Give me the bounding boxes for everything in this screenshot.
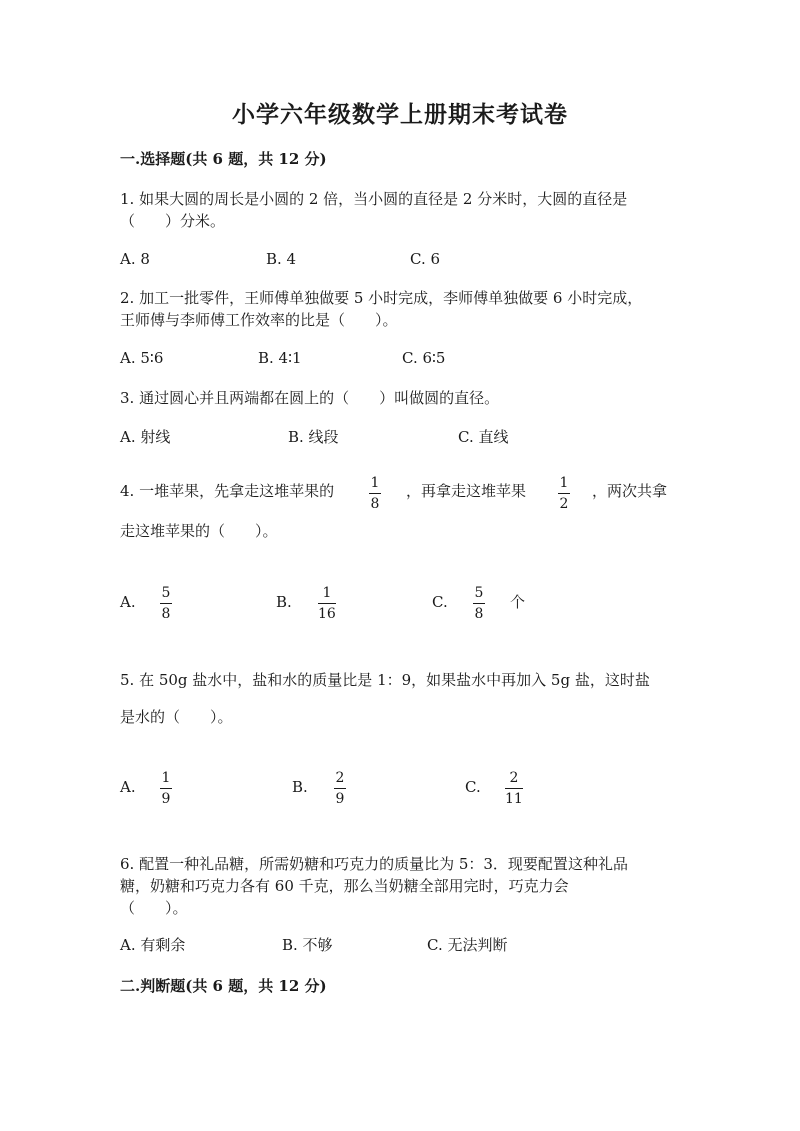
question-5-line-1: 5. 在 50g 盐水中，盐和水的质量比是 1：9，如果盐水中再加入 5g 盐，这时盐 (120, 671, 650, 689)
question-2-option-a: A. 5∶6 (120, 349, 164, 367)
numerator: 5 (161, 585, 171, 601)
question-1 (120, 188, 680, 232)
page-title: 小学六年级数学上册期末考试卷 (232, 101, 568, 128)
question-6-option-b: B. 不够 (282, 936, 333, 954)
question-5-option-b-fraction (334, 770, 346, 807)
question-2-line-2: 王师傅与李师傅工作效率的比是（ ）。 (120, 311, 398, 329)
question-4-option-c-unit: 个 (510, 593, 526, 611)
question-4-option-a-fraction (160, 585, 172, 622)
question-1-option-b: B. 4 (266, 250, 297, 268)
question-6 (120, 853, 680, 919)
fraction-bar (160, 788, 172, 789)
section-heading-judgment: 二.判断题(共 6 题，共 12 分) (120, 977, 327, 995)
question-4-option-b-label: B. (276, 593, 292, 611)
question-4-option-c-fraction (473, 585, 485, 622)
question-4-text-part-1: 4. 一堆苹果，先拿走这堆苹果的 (120, 482, 335, 500)
fraction-bar (558, 493, 570, 494)
numerator: 2 (509, 770, 519, 786)
question-2-option-b: B. 4∶1 (258, 349, 302, 367)
question-1-option-a: A. 8 (120, 250, 150, 268)
fraction-bar (473, 603, 485, 604)
question-3-option-c: C. 直线 (458, 428, 509, 446)
fraction-bar (160, 603, 172, 604)
numerator: 1 (322, 585, 332, 601)
fraction-bar (334, 788, 346, 789)
fraction-bar (318, 603, 336, 604)
question-4-option-c-label: C. (432, 593, 448, 611)
question-3-line-1: 3. 通过圆心并且两端都在圆上的（ ）叫做圆的直径。 (120, 389, 500, 407)
question-3-option-b: B. 线段 (288, 428, 339, 446)
question-4-text-part-2: ，再拿走这堆苹果 (406, 482, 527, 500)
question-1-option-c: C. 6 (410, 250, 441, 268)
question-3-option-a: A. 射线 (120, 428, 171, 446)
denominator: 16 (318, 606, 336, 622)
question-4-fraction-1 (369, 475, 381, 512)
question-4-text-part-3: ，两次共拿 (592, 482, 668, 500)
question-6-line-3: （ ）。 (120, 899, 188, 917)
numerator: 5 (474, 585, 484, 601)
question-5-option-a-fraction (160, 770, 172, 807)
denominator: 9 (161, 791, 171, 807)
fraction-bar (369, 493, 381, 494)
denominator: 2 (559, 496, 569, 512)
question-6-option-a: A. 有剩余 (120, 936, 186, 954)
question-4-option-b-fraction (318, 585, 336, 622)
section-heading-choice: 一.选择题(共 6 题，共 12 分) (120, 150, 327, 168)
question-2-option-c: C. 6∶5 (402, 349, 446, 367)
question-4-option-a-label: A. (120, 593, 136, 611)
numerator: 2 (335, 770, 345, 786)
question-5-option-c-fraction (505, 770, 523, 807)
question-5-option-c-label: C. (465, 778, 481, 796)
question-3 (120, 387, 680, 409)
denominator: 8 (370, 496, 380, 512)
question-6-option-c: C. 无法判断 (427, 936, 508, 954)
question-1-line-2: （ ）分米。 (120, 212, 226, 230)
denominator: 11 (505, 791, 523, 807)
denominator: 8 (161, 606, 171, 622)
denominator: 8 (474, 606, 484, 622)
question-6-line-1: 6. 配置一种礼品糖，所需奶糖和巧克力的质量比为 5：3．现要配置这种礼品 (120, 855, 628, 873)
denominator: 9 (335, 791, 345, 807)
numerator: 1 (559, 475, 569, 491)
question-1-line-1: 1. 如果大圆的周长是小圆的 2 倍，当小圆的直径是 2 分米时，大圆的直径是 (120, 190, 628, 208)
numerator: 1 (161, 770, 171, 786)
question-2 (120, 287, 680, 331)
question-4-line-2: 走这堆苹果的（ ）。 (120, 522, 278, 540)
fraction-bar (505, 788, 523, 789)
question-5-line-2: 是水的（ ）。 (120, 708, 233, 726)
numerator: 1 (370, 475, 380, 491)
question-2-line-1: 2. 加工一批零件，王师傅单独做要 5 小时完成，李师傅单独做要 6 小时完成， (120, 289, 643, 307)
question-5-option-b-label: B. (292, 778, 308, 796)
question-5-option-a-label: A. (120, 778, 136, 796)
question-4-fraction-2 (558, 475, 570, 512)
question-6-line-2: 糖，奶糖和巧克力各有 60 千克，那么当奶糖全部用完时，巧克力会 (120, 877, 569, 895)
